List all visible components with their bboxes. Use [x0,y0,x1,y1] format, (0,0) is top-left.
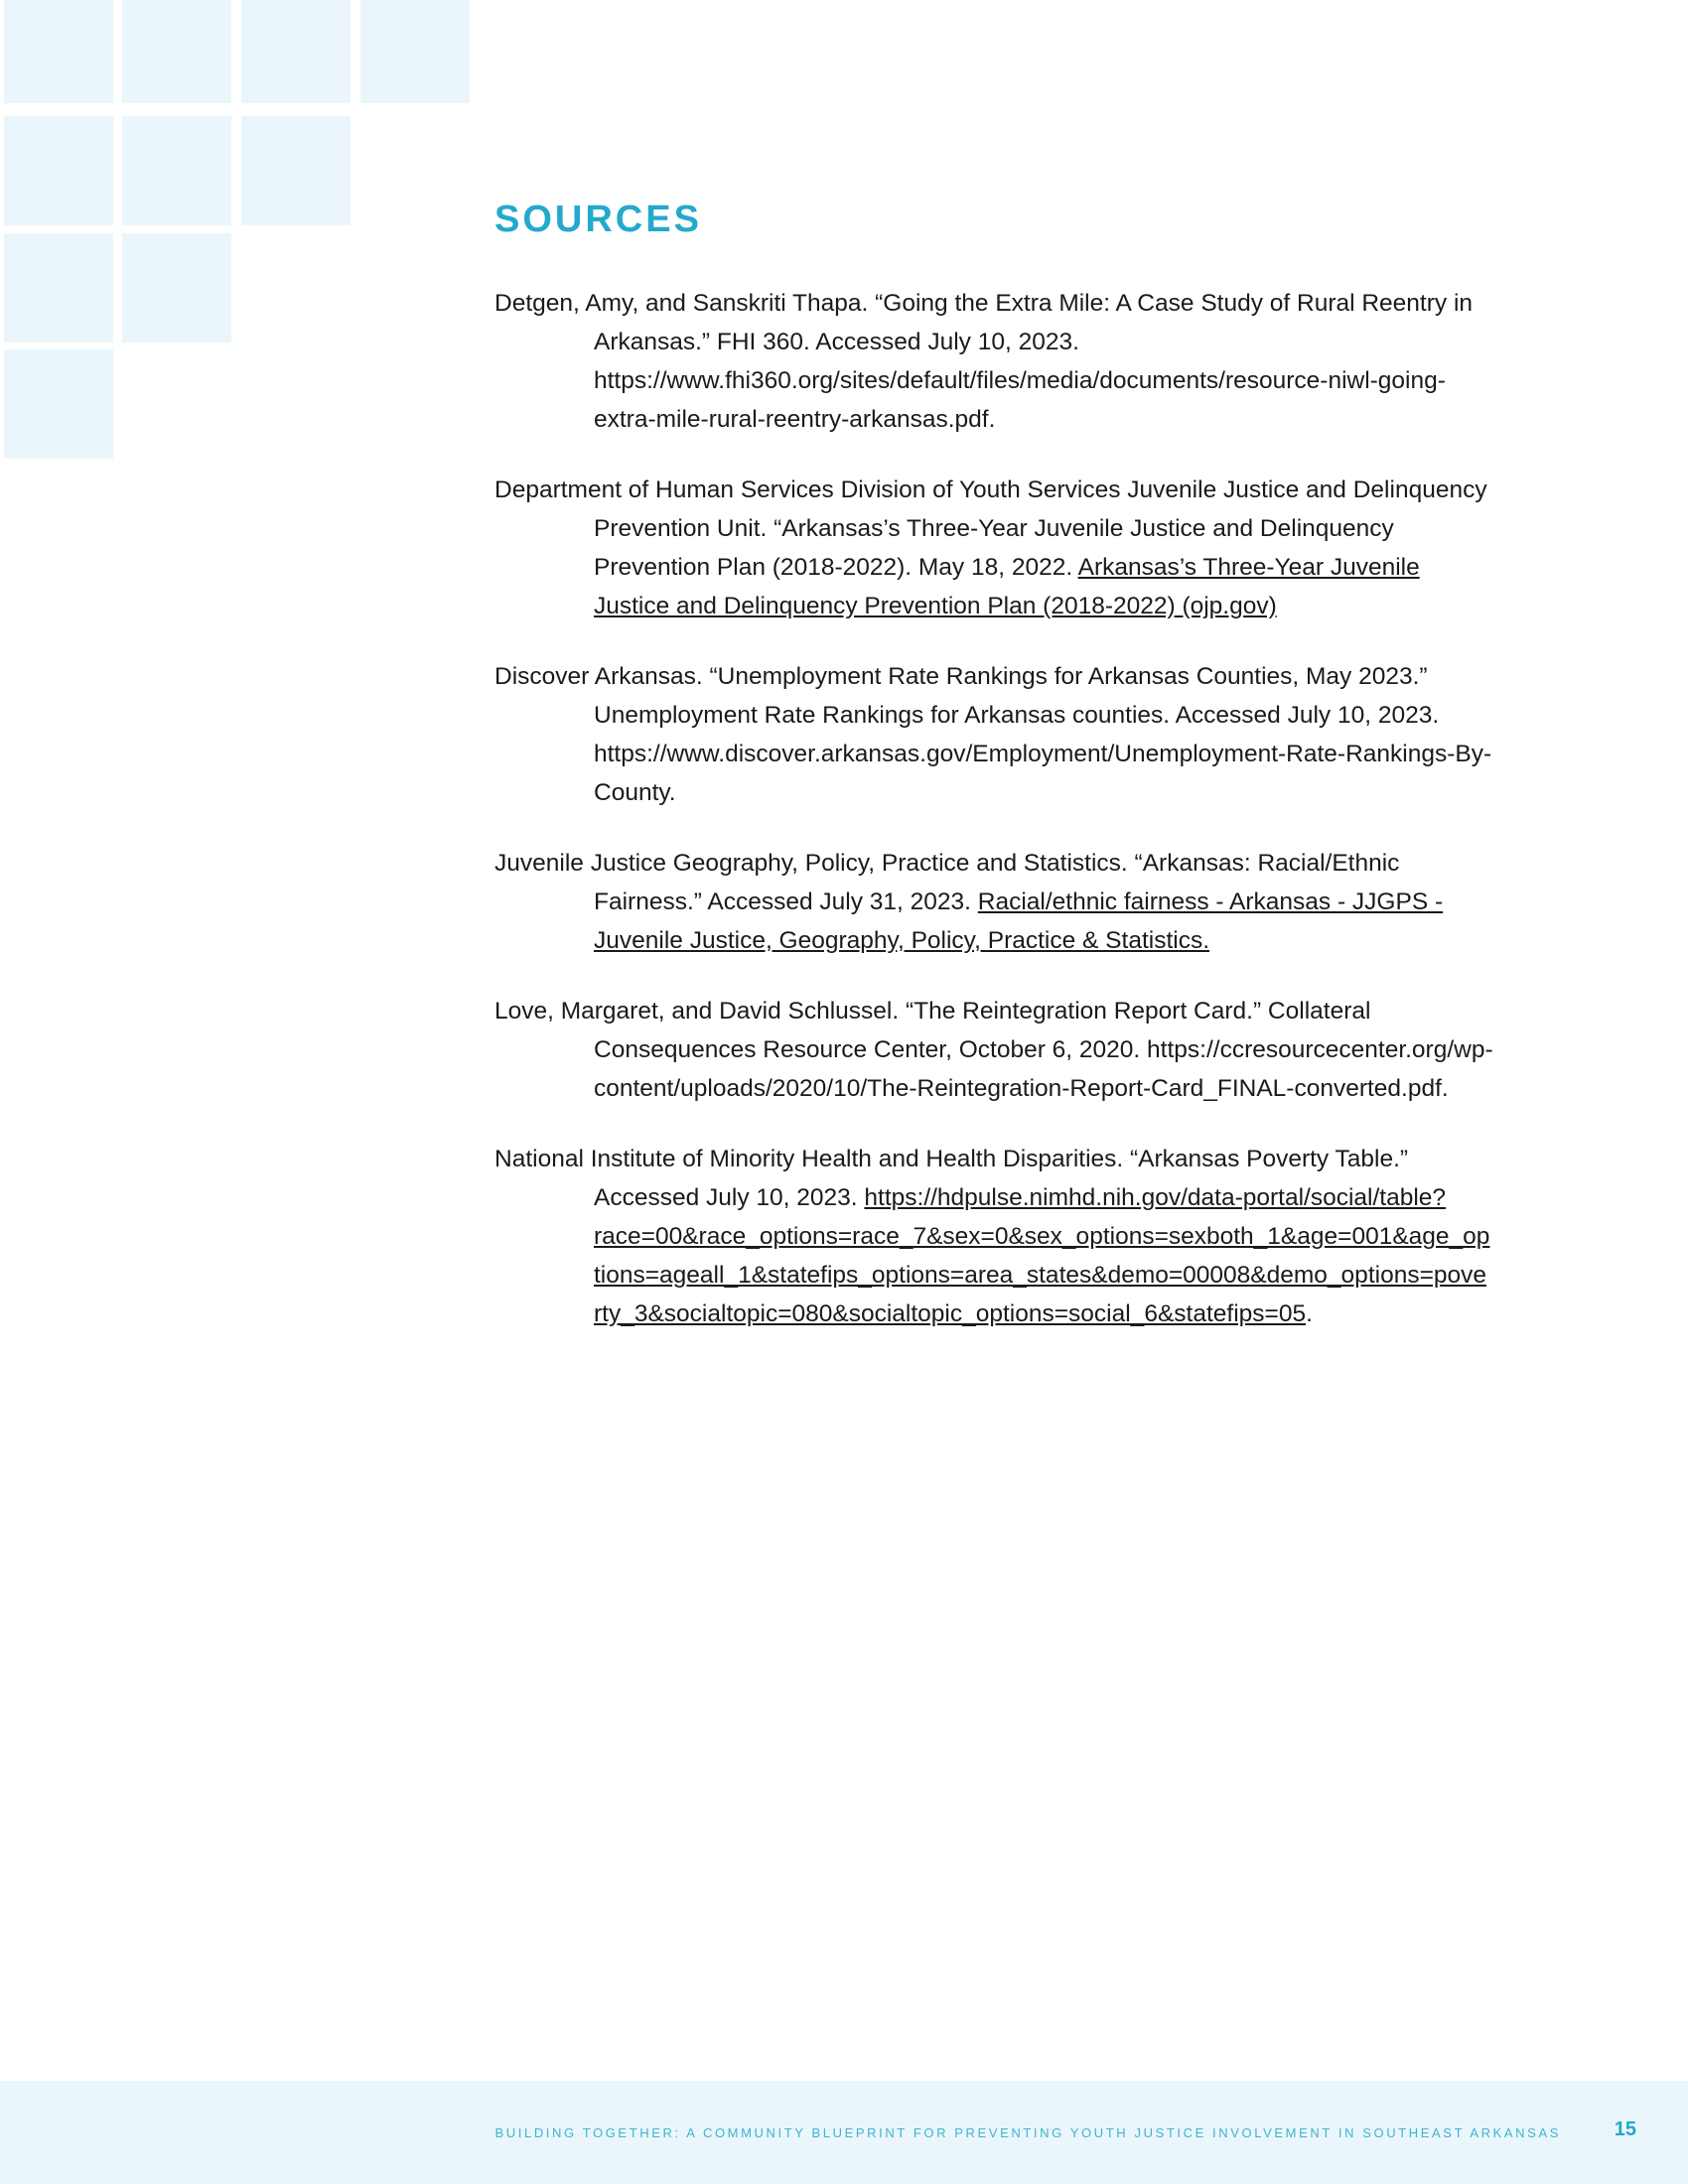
sources-list [494,284,1493,1365]
decorative-tile [4,0,113,103]
source-entry [494,992,1493,1108]
source-entry [494,844,1493,960]
source-text: Detgen, Amy, and Sanskriti Thapa. “Going the Extra Mile: A Case Study of Rural Reentry in Arkansas.” FHI 360. Accessed July 10, 2023. https://www.fhi360.org/sites/default/files/media/documents/resource-niwl-going-extra-mile-rural-reentry-arkansas.pdf. [494,290,1474,433]
source-text: National Institute of Minority Health and Health Disparities. “Arkansas Poverty Table.” Accessed July 10, 2023. [494,1146,1409,1211]
source-text: Discover Arkansas. “Unemployment Rate Rankings for Arkansas Counties, May 2023.” Unemployment Rate Rankings for Arkansas counties. Accessed July 10, 2023. https://www.discover.arkansas.gov/Employment/Unemployment-Rate-Rankings-By-County. [494,663,1492,806]
decorative-tile [241,0,351,103]
source-entry [494,1140,1493,1333]
page-number: 15 [1614,2118,1636,2140]
source-link[interactable]: Racial/ethnic fairness - Arkansas - JJGPS - Juvenile Justice, Geography, Policy, Practice & Statistics. [594,888,1444,954]
decorative-tile [4,116,113,225]
page-footer [0,2081,1688,2184]
decorative-tile [4,233,113,342]
source-entry [494,657,1493,812]
source-text: Department of Human Services Division of Youth Services Juvenile Justice and Delinquency Prevention Unit. “Arkansas’s Three-Year Juvenile Justice and Delinquency Prevention Plan (2018-2022). May 18, 2022. [494,477,1487,581]
decorative-tile [122,0,231,103]
decorative-tile [122,116,231,225]
page-title: SOURCES [494,199,702,240]
source-entry [494,471,1493,625]
footer-title: BUILDING TOGETHER: A COMMUNITY BLUEPRINT FOR PREVENTING YOUTH JUSTICE INVOLVEMENT IN SOUTHEAST ARKANSAS [494,2125,1561,2140]
decorative-tile [122,233,231,342]
source-text-trailing: . [1306,1300,1313,1327]
decorative-tile [241,116,351,225]
source-link[interactable]: Arkansas’s Three-Year Juvenile Justice and Delinquency Prevention Plan (2018-2022) (ojp.gov) [594,554,1420,619]
source-text: Love, Margaret, and David Schlussel. “The Reintegration Report Card.” Collateral Consequences Resource Center, October 6, 2020. https://ccresourcecenter.org/wp-content/uploads/2020/10/The-Reintegration-Report-Card_FINAL-converted.pdf. [494,998,1493,1102]
decorative-tile [360,0,470,103]
source-entry [494,284,1493,439]
decorative-tile [4,349,113,459]
source-text: Juvenile Justice Geography, Policy, Practice and Statistics. “Arkansas: Racial/Ethnic Fairness.” Accessed July 31, 2023. [494,850,1400,915]
source-link[interactable]: https://hdpulse.nimhd.nih.gov/data-portal/social/table?race=00&race_options=race_7&sex=0&sex_options=sexboth_1&age=001&age_options=ageall_1&statefips_options=area_states&demo=00008&demo_options=poverty_3&socialtopic=080&socialtopic_options=social_6&statefips=05 [594,1184,1490,1327]
